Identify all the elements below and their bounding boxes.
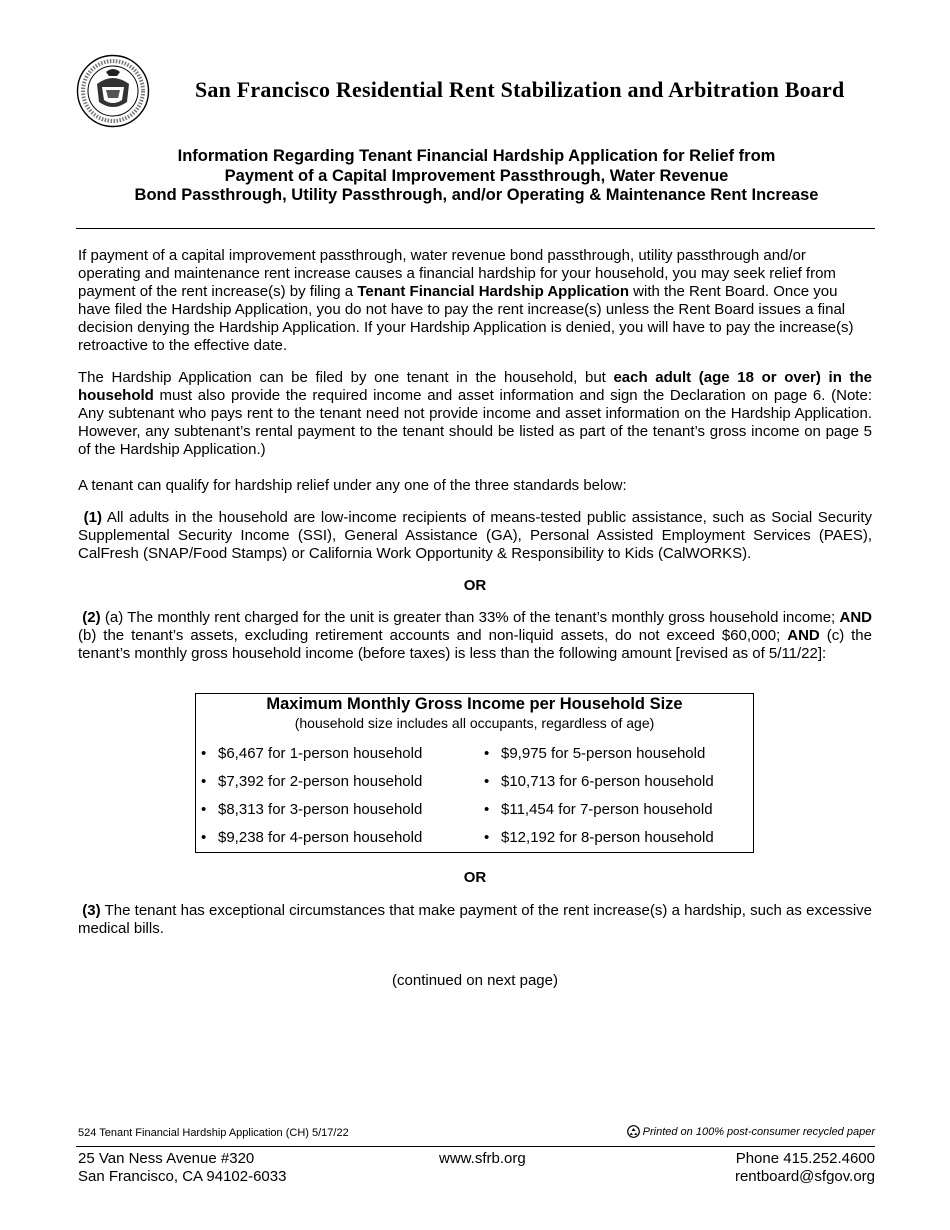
income-limit-item: • $7,392 for 2-person household (201, 773, 423, 790)
adult-requirement: each adult (age 18 or over) in the household (78, 369, 872, 404)
board-name: San Francisco Residential Rent Stabilization and Arbitration Board (195, 77, 845, 102)
standard-2: (2) (a) The monthly rent charged for the unit is greater than 33% of the tenant’s monthly gross household income; AND (b) the tenant’s assets, excluding retirement accounts and non-liquid assets, do not exceed $60,000; AND (c) the tenant’s monthly gross household income (before taxes) is less than the following amount [revised as of 5/11/22]: (78, 609, 873, 662)
title-line-1: Information Regarding Tenant Financial Hardship Application for Relief from (177, 147, 776, 165)
recycled-paper-note: Printed on 100% post-consumer recycled paper (627, 1125, 875, 1138)
or-separator-2: OR (463, 869, 487, 886)
income-limits-box (195, 693, 754, 853)
intro-paragraph-3: A tenant can qualify for hardship relief under any one of the three standards below: (78, 477, 627, 494)
income-limit-item: • $9,238 for 4-person household (201, 829, 423, 846)
income-box-subtitle: (household size includes all occupants, regardless of age) (294, 715, 655, 731)
website-link[interactable]: www.sfrb.org (439, 1150, 526, 1167)
continued-note: (continued on next page) (392, 972, 558, 989)
standard-1-number: (1) (83, 509, 102, 526)
title-line-3: Bond Passthrough, Utility Passthrough, and/or Operating & Maintenance Rent Increase (134, 186, 819, 204)
intro-paragraph-2: The Hardship Application can be filed by one tenant in the household, but each adult (age 18 or over) in the household must also provide the required income and asset information and sign the Declaration on page 6. (Note: Any subtenant who pays rent to the tenant need not provide income and asset information on the Hardship Application. However, any subtenant’s rental payment to the tenant should be listed as part of the tenant’s gross income on page 5 of the Hardship Application.) (78, 369, 872, 458)
contact-info (735, 1150, 875, 1186)
income-limit-item: • $11,454 for 7-person household (484, 801, 713, 818)
standard-3-number: (3) (82, 902, 101, 919)
income-limit-item: • $10,713 for 6-person household (484, 773, 714, 790)
standard-1: (1) All adults in the household are low-income recipients of means-tested public assistance, such as Social Security Supplemental Security Income (SSI), General Assistance (GA), Personal Assisted Employment Services (PAES), CalFresh (SNAP/Food Stamps) or California Work Opportunity & Responsibility to Kids (CalWORKS). (78, 509, 872, 562)
or-separator-1: OR (463, 577, 487, 594)
standard-2-number: (2) (82, 609, 101, 626)
income-limit-item: • $12,192 for 8-person household (484, 829, 714, 846)
standard-3: (3) The tenant has exceptional circumstances that make payment of the rent increase(s) a hardship, such as excessive medical bills. (78, 902, 872, 937)
footer-divider (76, 1146, 875, 1147)
application-name: Tenant Financial Hardship Application (357, 283, 630, 300)
recycle-icon (627, 1125, 640, 1138)
title-line-2: Payment of a Capital Improvement Passthrough, Water Revenue (224, 166, 729, 185)
form-identifier: 524 Tenant Financial Hardship Application (CH) 5/17/22 (78, 1127, 349, 1139)
city-seal-logo (76, 54, 150, 128)
office-address: 25 Van Ness Avenue #320 San Francisco, CA 94102-6033 (78, 1150, 287, 1185)
income-limit-item: • $6,467 for 1-person household (201, 745, 423, 762)
phone-number: Phone 415.252.4600 (735, 1150, 875, 1167)
document-title (78, 147, 875, 206)
email-link[interactable]: rentboard@sfgov.org (734, 1168, 875, 1185)
income-limit-item: • $9,975 for 5-person household (484, 745, 706, 762)
intro-paragraph-1: If payment of a capital improvement passthrough, water revenue bond passthrough, utility passthrough and/or operating and maintenance rent increase causes a financial hardship for your household, you may seek relief from payment of the rent increase(s) by filing a Tenant Financial Hardship Application with the Rent Board. Once you have filed the Hardship Application, you do not have to pay the rent increase(s) unless the Rent Board issues a final decision denying the Hardship Application. If your Hardship Application is denied, you will have to pay the increase(s) retroactive to the effective date. (78, 247, 854, 354)
title-divider (76, 228, 875, 229)
income-limit-item: • $8,313 for 3-person household (201, 801, 423, 818)
income-box-title: Maximum Monthly Gross Income per Household Size (266, 695, 683, 713)
